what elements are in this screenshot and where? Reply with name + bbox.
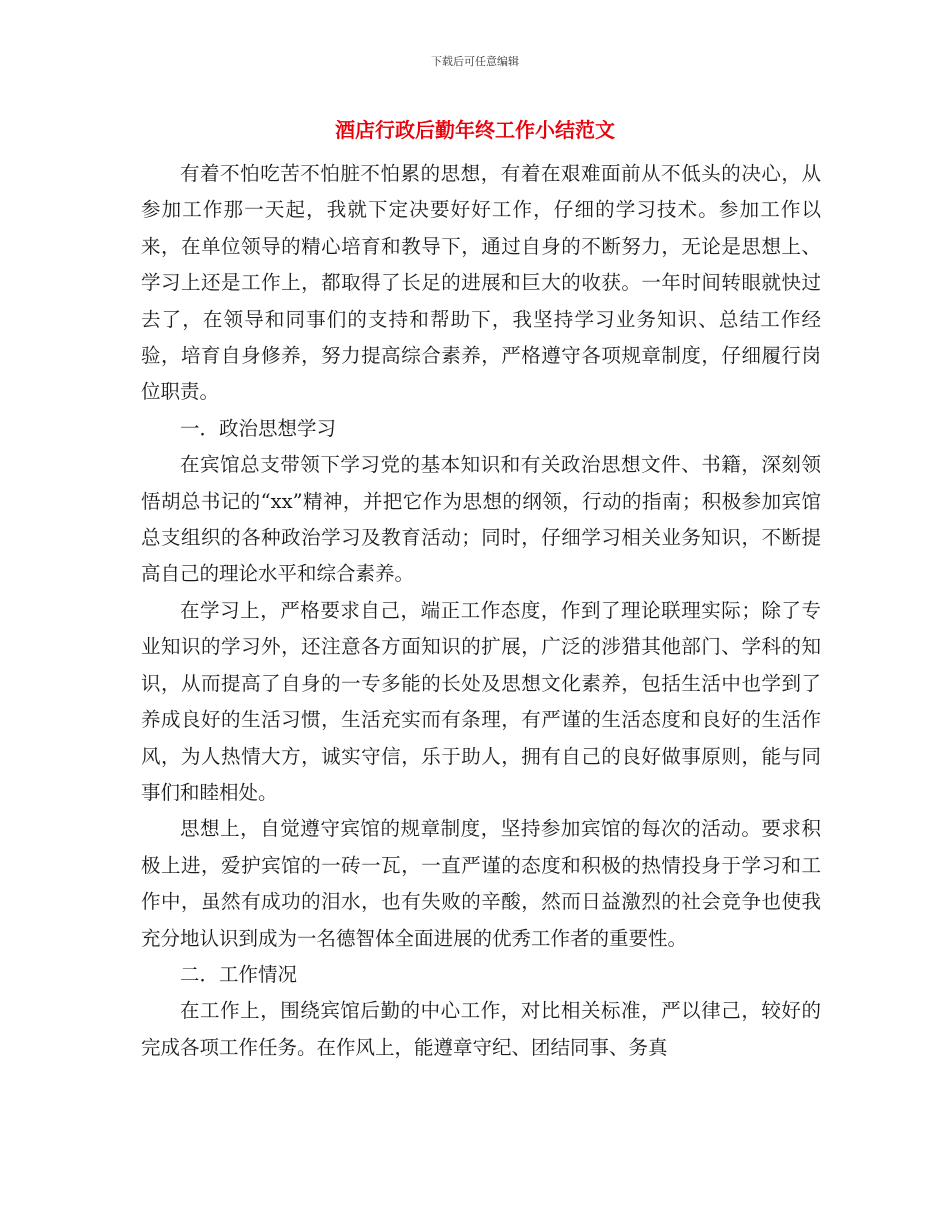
section-heading-political-study: 一．政治思想学习 bbox=[180, 416, 337, 440]
paragraph-political-study: 在宾馆总支带领下学习党的基本知识和有关政治思想文件、书籍，深刻领悟胡总书记的“xx”精神，并把它作为思想的纲领，行动的指南；积极参加宾馆总支组织的各种政治学习及教育活动；同时，仔细学习相关业务知识，不断提高自己的理论水平和综合素养。 bbox=[141, 453, 821, 586]
document-title: 酒店行政后勤年终工作小结范文 bbox=[335, 118, 615, 142]
section-heading-work: 二．工作情况 bbox=[180, 962, 298, 986]
paragraph-work: 在工作上，围绕宾馆后勤的中心工作，对比相关标准，严以律己，较好的完成各项工作任务。在作风上，能遵章守纪、团结同事、务真 bbox=[141, 999, 821, 1059]
paragraph-intro: 有着不怕吃苦不怕脏不怕累的思想，有着在艰难面前从不低头的决心，从参加工作那一天起，我就下定决要好好工作，仔细的学习技术。参加工作以来，在单位领导的精心培育和教导下，通过自身的不断努力，无论是思想上、学习上还是工作上，都取得了长足的进展和巨大的收获。一年时间转眼就快过去了，在领导和同事们的支持和帮助下，我坚持学习业务知识、总结工作经验，培育自身修养，努力提高综合素养，严格遵守各项规章制度，仔细履行岗位职责。 bbox=[141, 162, 821, 404]
document-body bbox=[141, 156, 821, 1066]
paragraph-thought: 思想上，自觉遵守宾馆的规章制度，坚持参加宾馆的每次的活动。要求积极上进，爱护宾馆的一砖一瓦，一直严谨的态度和积极的热情投身于学习和工作中，虽然有成功的泪水，也有失败的辛酸，然而日益激烈的社会竞争也使我充分地认识到成为一名德智体全面进展的优秀工作者的重要性。 bbox=[141, 817, 821, 950]
paragraph-learning: 在学习上，严格要求自己，端正工作态度，作到了理论联理实际；除了专业知识的学习外，还注意各方面知识的扩展，广泛的涉猎其他部门、学科的知识，从而提高了自身的一专多能的长处及思想文化素养，包括生活中也学到了养成良好的生活习惯，生活充实而有条理，有严谨的生活态度和良好的生活作风，为人热情大方，诚实守信，乐于助人，拥有自己的良好做事原则，能与同事们和睦相处。 bbox=[141, 598, 821, 804]
header-note: 下载后可任意编辑 bbox=[431, 55, 519, 68]
